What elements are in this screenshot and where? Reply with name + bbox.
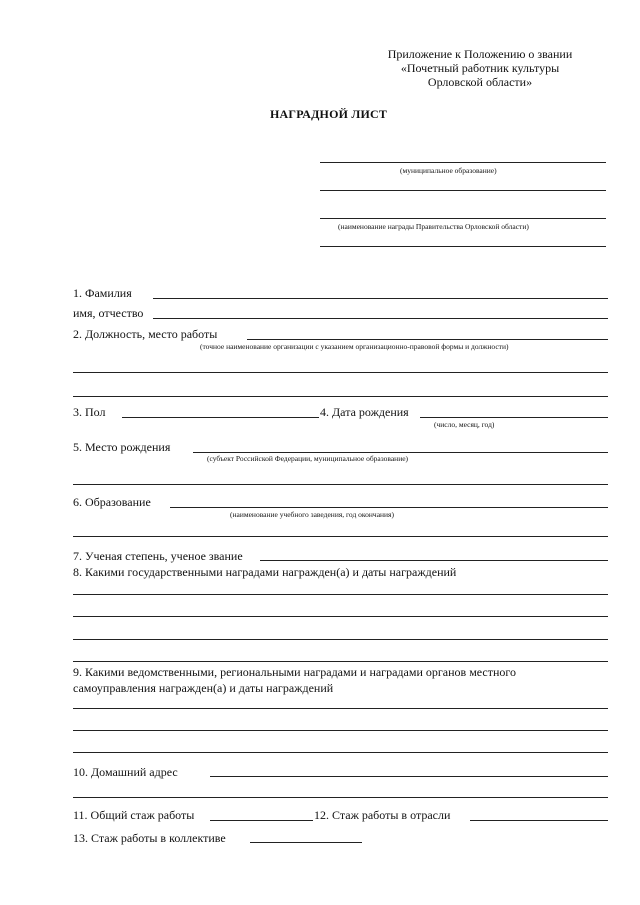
field-address-label: 10. Домашний адрес [73,765,178,779]
blank-line-top-2 [320,190,606,191]
state-awards-line-1[interactable] [73,594,608,595]
field-team-experience-line[interactable] [250,842,362,843]
field-degree-label: 7. Ученая степень, ученое звание [73,549,243,563]
field-address-line[interactable] [210,776,608,777]
field-dept-awards-label: 9. Какими ведомственными, региональными наградами и наградами органов местного [73,665,517,679]
dept-awards-line-3[interactable] [73,752,608,753]
field-industry-experience-line[interactable] [470,820,608,821]
dept-awards-line-2[interactable] [73,730,608,731]
field-name-line[interactable] [153,318,608,319]
award-name-line [320,218,606,219]
field-education-line-2[interactable] [73,536,608,537]
field-total-experience-line[interactable] [210,820,313,821]
field-industry-experience-label: 12. Стаж работы в отрасли [314,808,451,822]
org-caption: (точное наименование организации с указанием организационно-правовой формы и должности) [200,342,509,351]
field-degree-line[interactable] [260,560,608,561]
dept-awards-line-1[interactable] [73,708,608,709]
field-position-label: 2. Должность, место работы [73,327,218,341]
field-name-label: имя, отчество [73,306,144,320]
appendix-line-2: «Почетный работник культуры [400,61,560,75]
state-awards-line-3[interactable] [73,639,608,640]
municipality-caption: (муниципальное образование) [400,166,497,175]
blank-line-top-4 [320,246,606,247]
field-surname-label: 1. Фамилия [73,286,132,300]
field-dept-awards-label-2: самоуправления награжден(а) и даты награждений [73,681,334,695]
field-birthplace-label: 5. Место рождения [73,440,171,454]
municipality-line [320,162,606,163]
field-address-line-2[interactable] [73,797,608,798]
field-surname-line[interactable] [153,298,608,299]
field-birthplace-line[interactable] [193,452,608,453]
birthdate-caption: (число, месяц, год) [434,420,495,429]
field-birthdate-label: 4. Дата рождения [320,405,409,419]
state-awards-line-2[interactable] [73,616,608,617]
field-sex-label: 3. Пол [73,405,106,419]
field-education-line[interactable] [170,507,608,508]
appendix-line-3: Орловской области» [427,75,533,89]
field-position-line-3[interactable] [73,396,608,397]
state-awards-line-4[interactable] [73,661,608,662]
field-position-line-2[interactable] [73,372,608,373]
field-state-awards-label: 8. Какими государственными наградами награжден(а) и даты награждений [73,565,457,579]
award-name-caption: (наименование награды Правительства Орловской области) [338,222,529,231]
field-birthplace-line-2[interactable] [73,484,608,485]
field-total-experience-label: 11. Общий стаж работы [73,808,195,822]
field-sex-line[interactable] [122,417,319,418]
field-education-label: 6. Образование [73,495,151,509]
field-position-line[interactable] [247,339,608,340]
education-caption: (наименование учебного заведения, год окончания) [230,510,394,519]
field-birthdate-line[interactable] [420,417,608,418]
document-title: НАГРАДНОЙ ЛИСТ [270,107,388,121]
field-team-experience-label: 13. Стаж работы в коллективе [73,831,226,845]
appendix-line-1: Приложение к Положению о звании [387,47,573,61]
birthplace-caption: (субъект Российской Федерации, муниципальное образование) [207,454,409,463]
